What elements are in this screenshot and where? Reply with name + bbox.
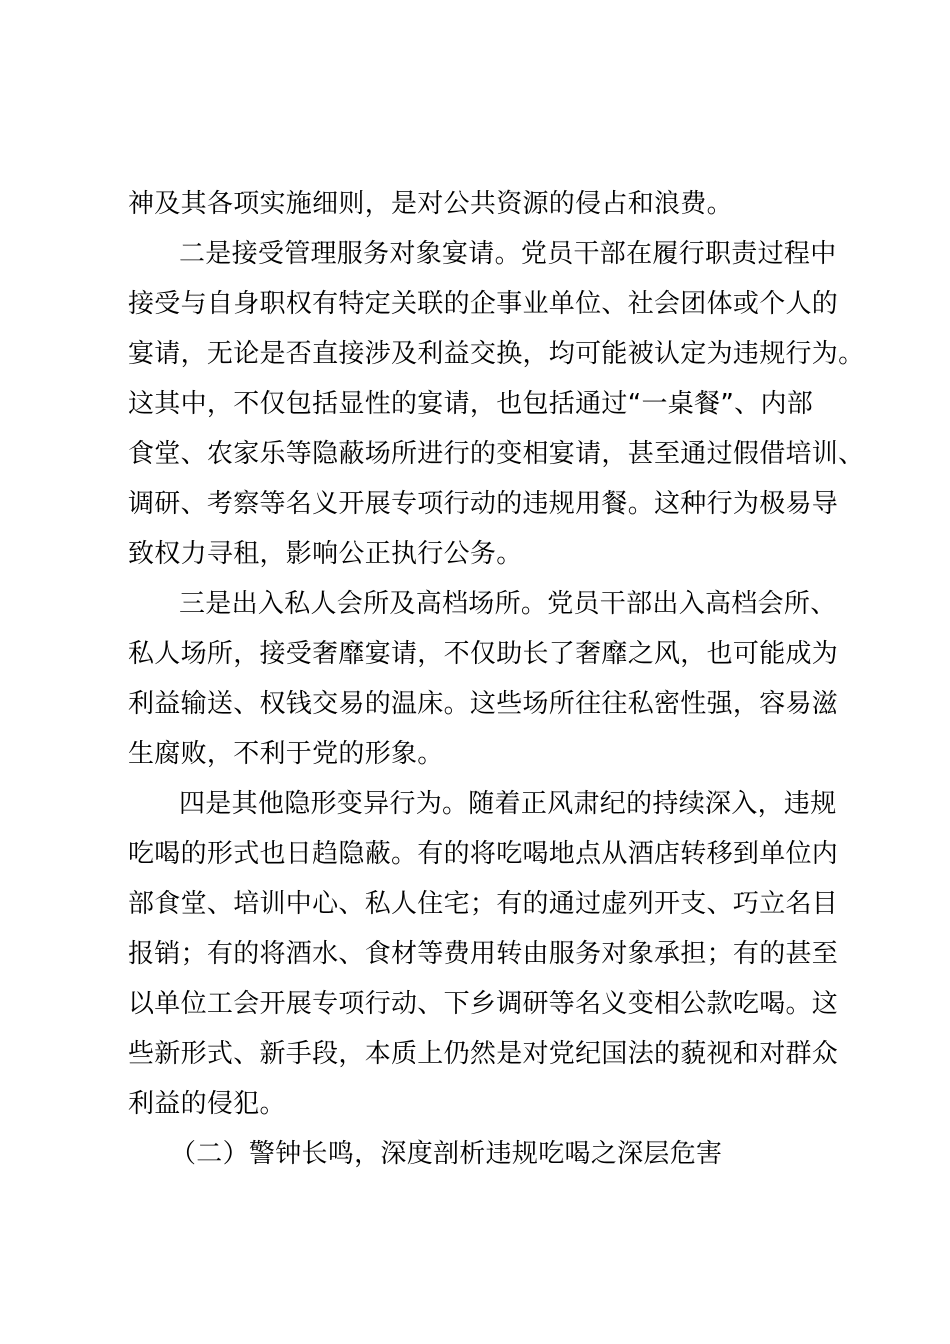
text-line-9: 三是出入私人会所及高档场所。党员干部出入高档会所、 [179, 589, 837, 619]
text-line-5: 这其中，不仅包括显性的宴请，也包括通过“一桌餐”、内部 [128, 389, 814, 419]
text-line-12: 生腐败，不利于党的形象。 [128, 739, 444, 769]
text-line-7: 调研、考察等名义开展专项行动的违规用餐。这种行为极易导 [128, 489, 839, 519]
text-line-4: 宴请，无论是否直接涉及利益交换，均可能被认定为违规行为。 [128, 339, 865, 369]
text-line-15: 部食堂、培训中心、私人住宅；有的通过虚列开支、巧立名目 [128, 889, 839, 919]
text-line-19: 利益的侵犯。 [128, 1089, 286, 1119]
text-line-18: 些新形式、新手段，本质上仍然是对党纪国法的藐视和对群众 [128, 1039, 839, 1069]
section-heading: （二）警钟长鸣，深度剖析违规吃喝之深层危害 [170, 1139, 723, 1169]
text-line-1: 神及其各项实施细则，是对公共资源的侵占和浪费。 [128, 189, 733, 219]
text-line-6: 食堂、农家乐等隐蔽场所进行的变相宴请，甚至通过假借培训、 [128, 439, 865, 469]
text-line-14: 吃喝的形式也日趋隐蔽。有的将吃喝地点从酒店转移到单位内 [128, 839, 839, 869]
text-line-17: 以单位工会开展专项行动、下乡调研等名义变相公款吃喝。这 [128, 989, 839, 1019]
text-line-11: 利益输送、权钱交易的温床。这些场所往往私密性强，容易滋 [128, 689, 839, 719]
text-line-13: 四是其他隐形变异行为。随着正风肃纪的持续深入，违规 [179, 789, 837, 819]
text-line-10: 私人场所，接受奢靡宴请，不仅助长了奢靡之风，也可能成为 [128, 639, 839, 669]
text-line-3: 接受与自身职权有特定关联的企事业单位、社会团体或个人的 [128, 289, 839, 319]
text-line-16: 报销；有的将酒水、食材等费用转由服务对象承担；有的甚至 [128, 939, 839, 969]
text-line-2: 二是接受管理服务对象宴请。党员干部在履行职责过程中 [179, 239, 837, 269]
text-line-8: 致权力寻租，影响公正执行公务。 [128, 539, 523, 569]
